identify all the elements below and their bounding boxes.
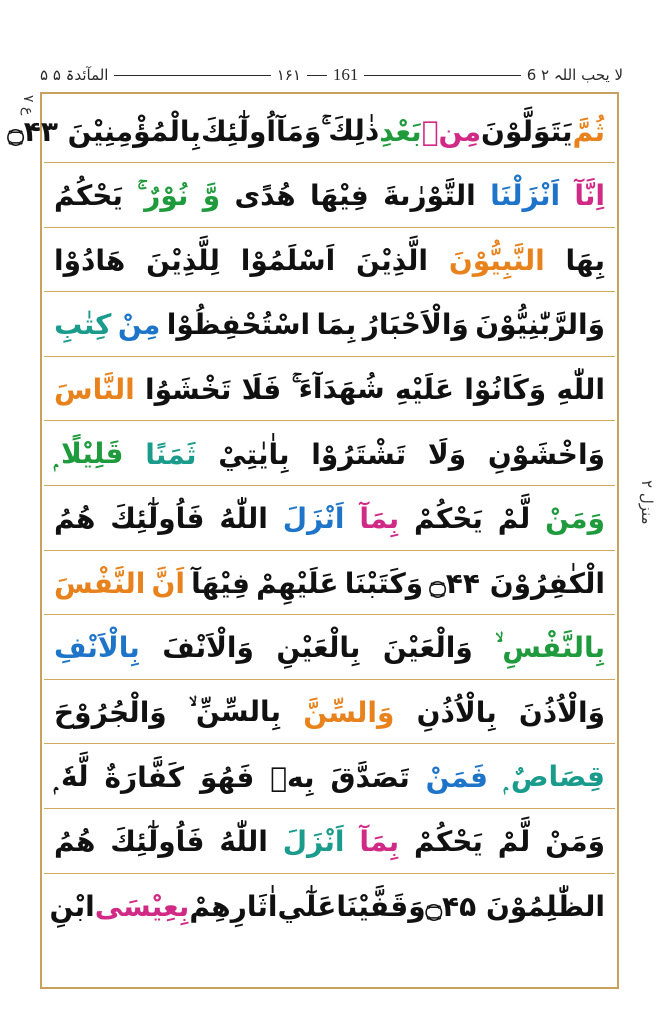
verse-word: اسْتُحْفِظُوْا (166, 308, 311, 342)
verse-word: بِالْعَيْنِ (276, 631, 361, 665)
verse-word: يَتَوَلَّوْنَ (481, 114, 573, 148)
verse-word: بِمَا (316, 308, 357, 342)
line-separator (44, 162, 615, 163)
verse-word: فَهُوَ (199, 760, 255, 794)
verse-word: الْكٰفِرُوْنَ ۝۴۴ (429, 566, 605, 600)
verse-line (44, 165, 615, 227)
verse-line (44, 358, 615, 420)
verse-word: وَالْجُرُوْحَ (54, 695, 167, 729)
verse-word: بِهَا (565, 243, 605, 277)
verse-word: النَّبِيُّوْنَ (448, 243, 545, 277)
verse-word: اللّٰهُ (219, 825, 268, 859)
verse-word: ثُمَّ (572, 114, 605, 148)
verse-word: وَكَتَبْنَا (344, 566, 424, 600)
verse-word: بِمَآ (359, 825, 400, 859)
verse-word: فِيْهَا (310, 179, 369, 213)
verse-word: وَاخْشَوْنِ (487, 437, 605, 471)
line-separator (44, 808, 615, 809)
verse-line (44, 423, 615, 485)
verse-word: التَّوْرٰىةَ (383, 179, 476, 213)
verse-word: بِاٰيٰتِيْ (218, 437, 290, 471)
verse-word: بِالنَّفْسِ ۙ (495, 630, 605, 664)
verse-line (44, 488, 615, 550)
verse-word: لَّمْ (497, 502, 531, 536)
verse-line (44, 811, 615, 873)
verse-word: النَّاسَ (54, 372, 135, 406)
verse-word: اُولٰٓئِكَ (200, 114, 276, 148)
line-separator (44, 873, 615, 874)
verse-word: عَلٰٓي (277, 889, 337, 923)
verse-word: ثَمَنًا (145, 437, 197, 471)
verse-word: فَاُولٰٓئِكَ (110, 825, 205, 859)
header-rule-middle (307, 75, 327, 76)
header-juz-name: 6 لا یحب اللہ ۲ (526, 66, 624, 84)
line-separator (44, 291, 615, 292)
verse-word: وَقَفَّيْنَا (336, 889, 426, 923)
verse-word: هُمُ (54, 502, 96, 536)
verse-word: اَسْلَمُوْا (240, 243, 336, 277)
verse-word: وَالْاَنْفَ (162, 631, 254, 665)
verse-word: وَّ (202, 179, 221, 213)
verse-word: فِيْهَآ (191, 566, 250, 600)
verse-word: فَمَنْ (425, 760, 488, 794)
verse-line (44, 617, 615, 679)
verse-word: يَحْكُمُ (54, 179, 123, 213)
verse-word: اِنَّآ (574, 179, 605, 213)
verse-word: لَّهٗ ۭ (54, 760, 89, 793)
verse-word: هَادُوْا (54, 243, 126, 277)
verse-word: ابْنِ (49, 889, 95, 923)
verse-word: اَنْزَلَ (282, 825, 345, 859)
page-header (40, 60, 623, 90)
verse-word: اَنْزَلَ (282, 502, 345, 536)
verse-line (44, 746, 615, 808)
line-separator (44, 614, 615, 615)
verse-word: وَمَنْ (545, 825, 605, 859)
line-separator (44, 227, 615, 228)
verse-word: وَمَآ (275, 114, 322, 148)
verse-word: بِمَآ (359, 502, 400, 536)
verse-word: اٰثَارِهِمْ (189, 889, 278, 923)
verse-word: وَلَا (427, 437, 467, 471)
verse-word: وَالسِّنَّ (303, 695, 395, 729)
verse-word: اَنَّ (151, 566, 185, 600)
header-rule-left (114, 75, 270, 76)
line-separator (44, 356, 615, 357)
verse-line (44, 229, 615, 291)
verse-word: عَلَيْهِ (395, 372, 454, 406)
verse-word: بِالْاَنْفِ (54, 631, 140, 665)
verse-word: لَّمْ (497, 825, 531, 859)
verse-word: لِلَّذِيْنَ (146, 243, 220, 277)
verse-word: وَالرَّبّٰنِيُّوْنَ (475, 308, 605, 342)
verse-word: بِهٖ (270, 760, 315, 794)
verse-word: وَالْاَحْبَارُ (362, 308, 469, 342)
verse-word: عَلَيْهِمْ (256, 566, 339, 600)
verse-word: كَفَّارَةٌ (104, 760, 185, 794)
verse-word: النَّفْسَ (54, 566, 146, 600)
line-separator (44, 550, 615, 551)
verse-word: اللّٰهِ (556, 372, 605, 406)
header-page-number: 161 (332, 65, 359, 84)
verse-word: وَمَنْ (545, 502, 605, 536)
verse-word: بِالْاُذُنِ (416, 695, 497, 729)
verse-word: بِعِيْسَى (94, 889, 190, 923)
verse-line (44, 552, 615, 614)
verse-word: يَحْكُمْ (413, 502, 483, 536)
verse-word: قِصَاصٌ ۭ (503, 760, 605, 793)
verse-word: هُمُ (54, 825, 96, 859)
verse-word: مِنْ (117, 308, 161, 342)
verse-word: وَالْاُذُنَ (518, 695, 605, 729)
verse-word: بِالْمُؤْمِنِيْنَ ۝۴۳ (7, 114, 201, 148)
verse-word: وَكَانُوْا (464, 372, 547, 406)
verse-word: تَخْشَوُا (145, 372, 232, 406)
line-separator (44, 485, 615, 486)
ruku-marker: ع ۷ (20, 95, 36, 116)
header-page-number-urdu: ۱۶۱ (276, 66, 301, 84)
verse-word: ذٰلِكَ ۚ (321, 114, 380, 147)
verse-word: قَلِيْلًا ۭ (54, 437, 124, 470)
verse-line (44, 875, 615, 937)
verse-word: كِتٰبِ (54, 308, 112, 342)
verse-word: هُدًى (234, 179, 296, 213)
verse-word: اَنْزَلْنَا (490, 179, 561, 213)
verse-word: وَالْعَيْنَ (382, 631, 473, 665)
verse-word: شُهَدَآءَ ۚ (291, 372, 385, 406)
verse-word: يَحْكُمْ (413, 825, 483, 859)
verse-line (44, 294, 615, 356)
verse-word: فَلَا (241, 372, 282, 406)
verse-word: تَصَدَّقَ (330, 760, 410, 794)
verse-word: فَاُولٰٓئِكَ (110, 502, 205, 536)
line-separator (44, 420, 615, 421)
verse-word: الَّذِيْنَ (356, 243, 429, 277)
verse-word: بِالسِّنِّ ۙ (188, 695, 282, 729)
header-rule-right (364, 75, 520, 76)
verse-word: نُوْرٌ ۚ (137, 178, 189, 212)
verse-word: الظّٰلِمُوْنَ ۝۴۵ (425, 889, 605, 923)
line-separator (44, 679, 615, 680)
line-separator (44, 743, 615, 744)
verse-word: اللّٰهُ (219, 502, 268, 536)
header-surah-name: ۵ المآئدۃ ۵ (40, 66, 109, 84)
verse-word: مِنۢ (421, 114, 482, 148)
manzil-marker: منزل ۲ (638, 480, 656, 525)
verse-line (44, 681, 615, 743)
verse-word: بَعْدِ (379, 114, 422, 148)
verse-word: تَشْتَرُوْا (311, 437, 407, 471)
